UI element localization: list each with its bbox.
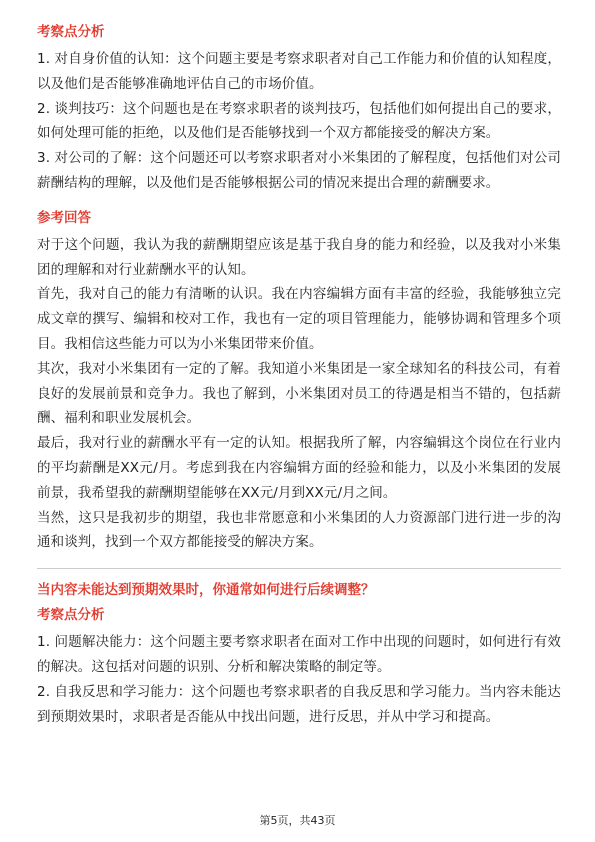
analysis-item-q2-2: 2. 自我反思和学习能力：这个问题也考察求职者的自我反思和学习能力。当内容未能达到预期效果时，求职者是否能从中找出问题，进行反思，并从中学习和提高。 [37,683,561,725]
answer-paragraph-2: 首先，我对自己的能力有清晰的认识。我在内容编辑方面有丰富的经验，我能够独立完成文章的撰写、编辑和校对工作，我也有一定的项目管理能力，能够协调和管理多个项目。我相信这些能力可以为小米集团带来价值。 [37,286,561,352]
answer-paragraph-3: 其次，我对小米集团有一定的了解。我知道小米集团是一家全球知名的科技公司，有着良好的发展前景和竞争力。我也了解到，小米集团对员工的待遇是相当不错的，包括薪酬、福利和职业发展机会。 [37,360,561,427]
analysis-heading: 考察点分析 [37,24,105,40]
page-number: 第5页，共43页 [259,814,336,827]
analysis-heading-2: 考察点分析 [37,607,105,624]
page-content [37,22,561,729]
answer-paragraph-5: 当然，这只是我初步的期望，我也非常愿意和小米集团的人力资源部门进行进一步的沟通和谈判，找到一个双方都能接受的解决方案。 [37,509,561,551]
analysis-item-q2-1: 1. 问题解决能力：这个问题主要考察求职者在面对工作中出现的问题时，如何进行有效的解决。这包括对问题的识别、分析和解决策略的制定等。 [37,634,561,675]
analysis-item-2: 2. 谈判技巧：这个问题也是在考察求职者的谈判技巧，包括他们如何提出自己的要求，如何处理可能的拒绝，以及他们是否能够找到一个双方都能接受的解决方案。 [37,100,561,142]
section-divider [37,568,561,569]
analysis-item-3: 3. 对公司的了解：这个问题还可以考察求职者对小米集团的了解程度，包括他们对公司薪酬结构的理解，以及他们是否能够根据公司的情况来提出合理的薪酬要求。 [37,150,561,191]
answer-heading: 参考回答 [37,209,91,226]
question-title: 当内容未能达到预期效果时，你通常如何进行后续调整？ [37,582,375,599]
answer-paragraph-4: 最后，我对行业的薪酬水平有一定的认知。根据我所了解，内容编辑这个岗位在行业内的平均薪酬是XX元/月。考虑到我在内容编辑方面的经验和能力，以及小米集团的发展前景，我希望我的薪酬期望能够在XX元/月到XX元/月之间。 [37,435,561,501]
answer-paragraph-1: 对于这个问题，我认为我的薪酬期望应该是基于我自身的能力和经验，以及我对小米集团的理解和对行业薪酬水平的认知。 [37,236,561,278]
analysis-item-1: 1. 对自身价值的认知：这个问题主要是考察求职者对自己工作能力和价值的认知程度，以及他们是否能够准确地评估自己的市场价值。 [37,51,561,92]
